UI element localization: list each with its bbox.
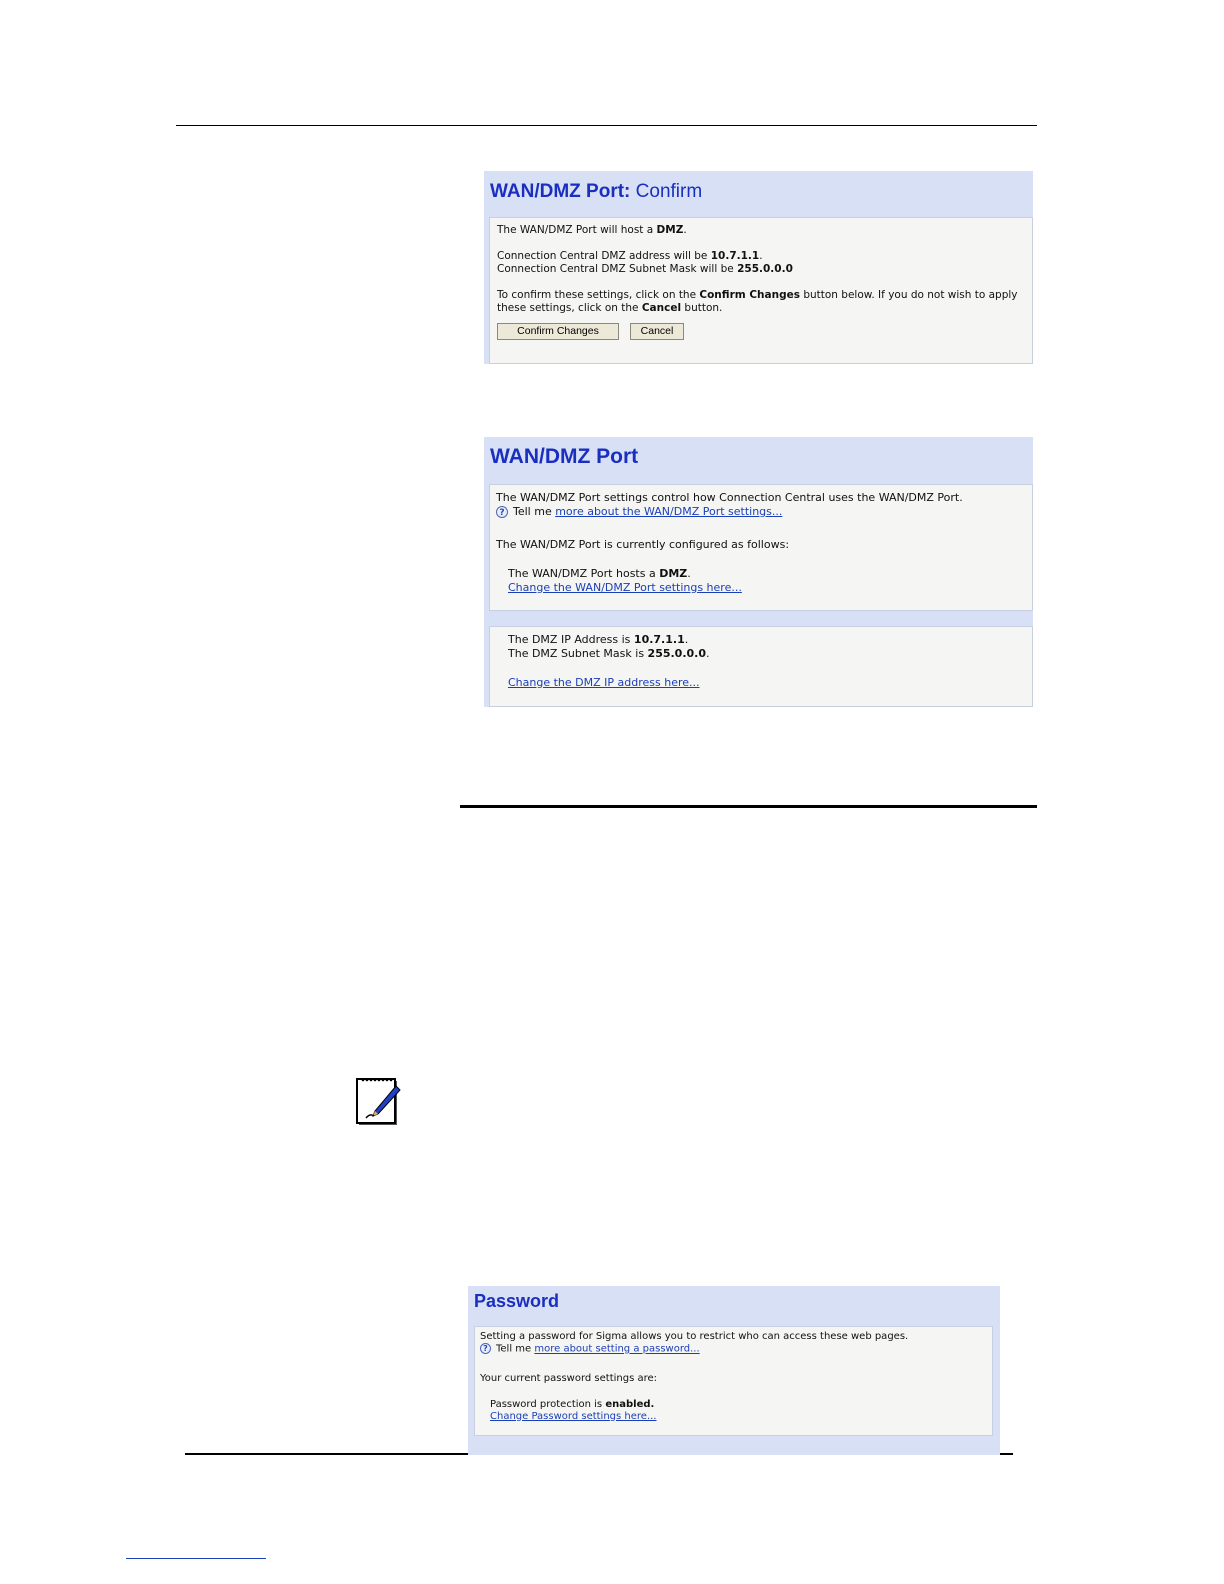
confirm-body — [489, 217, 1033, 364]
title-light: Confirm — [630, 181, 703, 202]
help-icon[interactable]: ? — [496, 506, 508, 518]
dmz-change-ip-row — [508, 676, 1032, 690]
wan-tell-me: ? Tell me more about the WAN/DMZ Port settings... — [496, 505, 1032, 519]
cancel-button[interactable]: Cancel — [630, 323, 684, 340]
wan-more-link[interactable]: more about the WAN/DMZ Port settings... — [555, 505, 783, 518]
password-body — [474, 1326, 993, 1436]
change-password-link[interactable]: Change Password settings here... — [490, 1410, 657, 1422]
confirm-changes-button[interactable]: Confirm Changes — [497, 323, 619, 340]
password-more-link[interactable]: more about setting a password... — [534, 1343, 700, 1355]
wan-change-settings-row — [496, 581, 1032, 595]
dmz-host-line: The WAN/DMZ Port will host a DMZ. — [497, 224, 687, 236]
wan-dmz-panel — [484, 437, 1033, 707]
wan-dmz-title: WAN/DMZ Port — [490, 445, 639, 468]
confirm-instructions-2: these settings, click on the Cancel button. — [497, 302, 723, 314]
dmz-mask-line: Connection Central DMZ Subnet Mask will be 255.0.0.0 — [497, 263, 793, 275]
confirm-panel-title — [490, 181, 702, 203]
password-intro: Setting a password for Sigma allows you to restrict who can access these web pages. — [480, 1331, 909, 1342]
wan-change-settings-link[interactable]: Change the WAN/DMZ Port settings here... — [508, 581, 742, 594]
note-pad-icon — [356, 1076, 404, 1128]
confirm-panel — [484, 171, 1033, 364]
wan-hosts-text: The WAN/DMZ Port hosts a DMZ. — [508, 567, 691, 580]
wan-configured-text: The WAN/DMZ Port is currently configured as follows: — [496, 538, 790, 551]
title-bold: WAN/DMZ Port: — [490, 181, 631, 202]
wan-dmz-body — [489, 484, 1033, 611]
section-rule — [460, 805, 1037, 808]
password-title: Password — [474, 1291, 560, 1311]
dmz-address-line: Connection Central DMZ address will be 10.7.1.1. — [497, 250, 763, 262]
footer-link-underline — [126, 1558, 266, 1559]
password-tell-me: ? Tell me more about setting a password... — [480, 1343, 992, 1356]
button-row — [497, 323, 1032, 340]
password-panel — [468, 1286, 1000, 1455]
header-rule — [176, 125, 1037, 126]
dmz-mask-text: The DMZ Subnet Mask is 255.0.0.0. — [508, 647, 710, 660]
confirm-instructions-1: To confirm these settings, click on the Confirm Changes button below. If you do not wish to apply — [497, 289, 1018, 301]
dmz-ip-text: The DMZ IP Address is 10.7.1.1. — [508, 633, 689, 646]
change-dmz-ip-link[interactable]: Change the DMZ IP address here... — [508, 676, 700, 689]
help-icon[interactable]: ? — [480, 1343, 491, 1354]
password-current-text: Your current password settings are: — [480, 1372, 658, 1384]
dmz-ip-body — [489, 626, 1033, 707]
wan-intro: The WAN/DMZ Port settings control how Connection Central uses the WAN/DMZ Port. — [496, 491, 963, 504]
password-change-row — [480, 1411, 992, 1423]
password-status: Password protection is enabled. — [490, 1398, 655, 1410]
